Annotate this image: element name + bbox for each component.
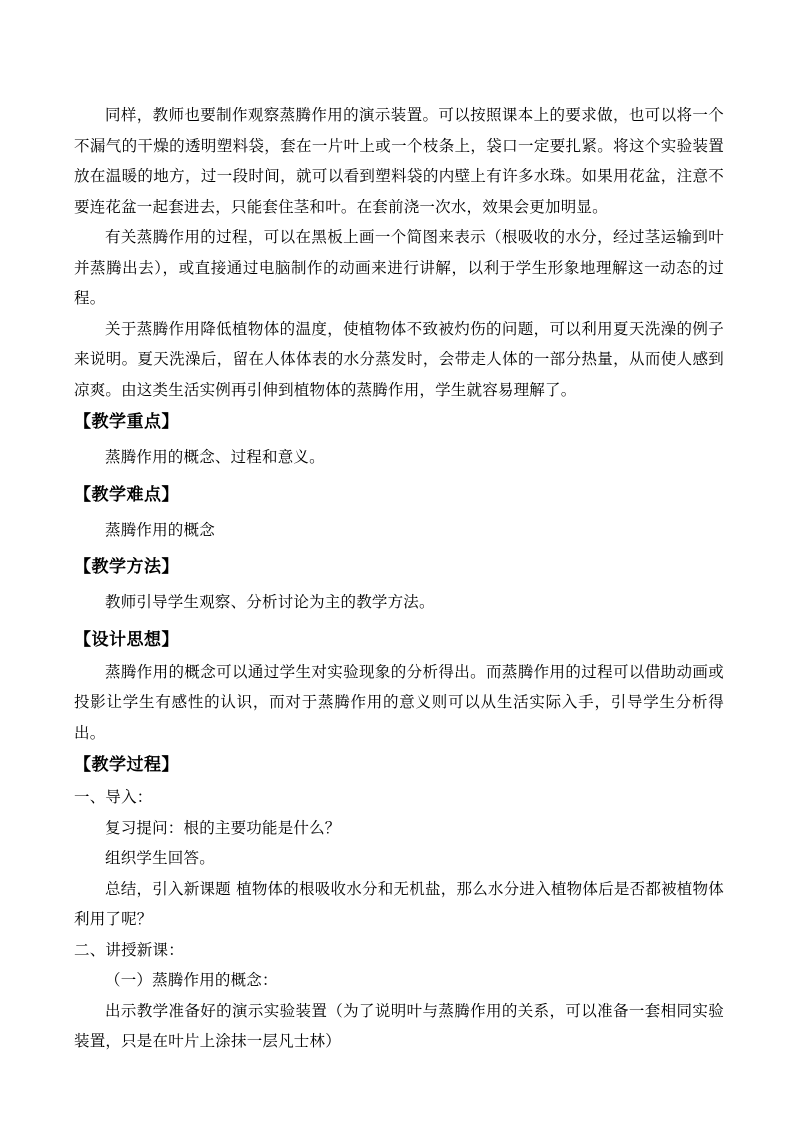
process-step2-subtitle: （一）蒸腾作用的概念： — [105, 971, 278, 989]
process-step1-title: 一、导入： — [74, 788, 153, 806]
intro-paragraph-1: 同样，教师也要制作观察蒸腾作用的演示装置。可以按照课本上的要求做，也可以将一个不漏气的干燥的透明塑料袋，套在一片叶上或一个枝条上，袋口一定要扎紧。将这个实验装置放在温暖的地方，过一段时间，就可以看到塑料袋的内壁上有许多水珠。如果用花盆，注意不要连花盆一起套进去，只能套住茎和叶。在套前浇一次水，效果会更加明显。 — [74, 106, 724, 216]
section-body-difficulty: 蒸腾作用的概念 — [105, 520, 215, 539]
process-step1-line-1: 复习提问：根的主要功能是什么？ — [105, 818, 341, 837]
section-heading-method: 【教学方法】 — [74, 557, 179, 577]
section-heading-focus: 【教学重点】 — [74, 412, 179, 432]
process-step1-line-2: 组织学生回答。 — [105, 849, 215, 867]
section-body-design: 蒸腾作用的概念可以通过学生对实验现象的分析得出。而蒸腾作用的过程可以借助动画或投影让学生有感性的认识，而对于蒸腾作用的意义则可以从生活实际入手，引导学生分析得出。 — [74, 662, 724, 742]
section-heading-design: 【设计思想】 — [74, 629, 179, 650]
section-heading-difficulty: 【教学难点】 — [74, 484, 179, 505]
section-heading-process: 【教学过程】 — [74, 755, 179, 775]
intro-paragraph-3: 关于蒸腾作用降低植物体的温度，使植物体不致被灼伤的问题，可以利用夏天洗澡的例子来说明。夏天洗澡后，留在人体体表的水分蒸发时，会带走人体的一部分热量，从而使人感到凉爽。由这类生活实例再引伸到植物体的蒸腾作用，学生就容易理解了。 — [74, 319, 724, 399]
section-body-focus: 蒸腾作用的概念、过程和意义。 — [105, 448, 325, 466]
process-step2-paragraph: 出示教学准备好的演示实验装置（为了说明叶与蒸腾作用的关系，可以准备一套相同实验装置，只是在叶片上涂抹一层凡士林） — [74, 1001, 724, 1050]
process-step1-line-3: 总结，引入新课题 植物体的根吸收水分和无机盐，那么水分进入植物体后是否都被植物体利用了呢？ — [74, 879, 724, 928]
intro-paragraph-2: 有关蒸腾作用的过程，可以在黑板上画一个简图来表示（根吸收的水分，经过茎运输到叶并蒸腾出去），或直接通过电脑制作的动画来进行讲解，以利于学生形象地理解这一动态的过程。 — [74, 228, 724, 307]
section-body-method: 教师引导学生观察、分析讨论为主的教学方法。 — [105, 593, 435, 611]
document-body — [74, 100, 724, 1057]
process-step2-title: 二、讲授新课： — [74, 940, 184, 959]
